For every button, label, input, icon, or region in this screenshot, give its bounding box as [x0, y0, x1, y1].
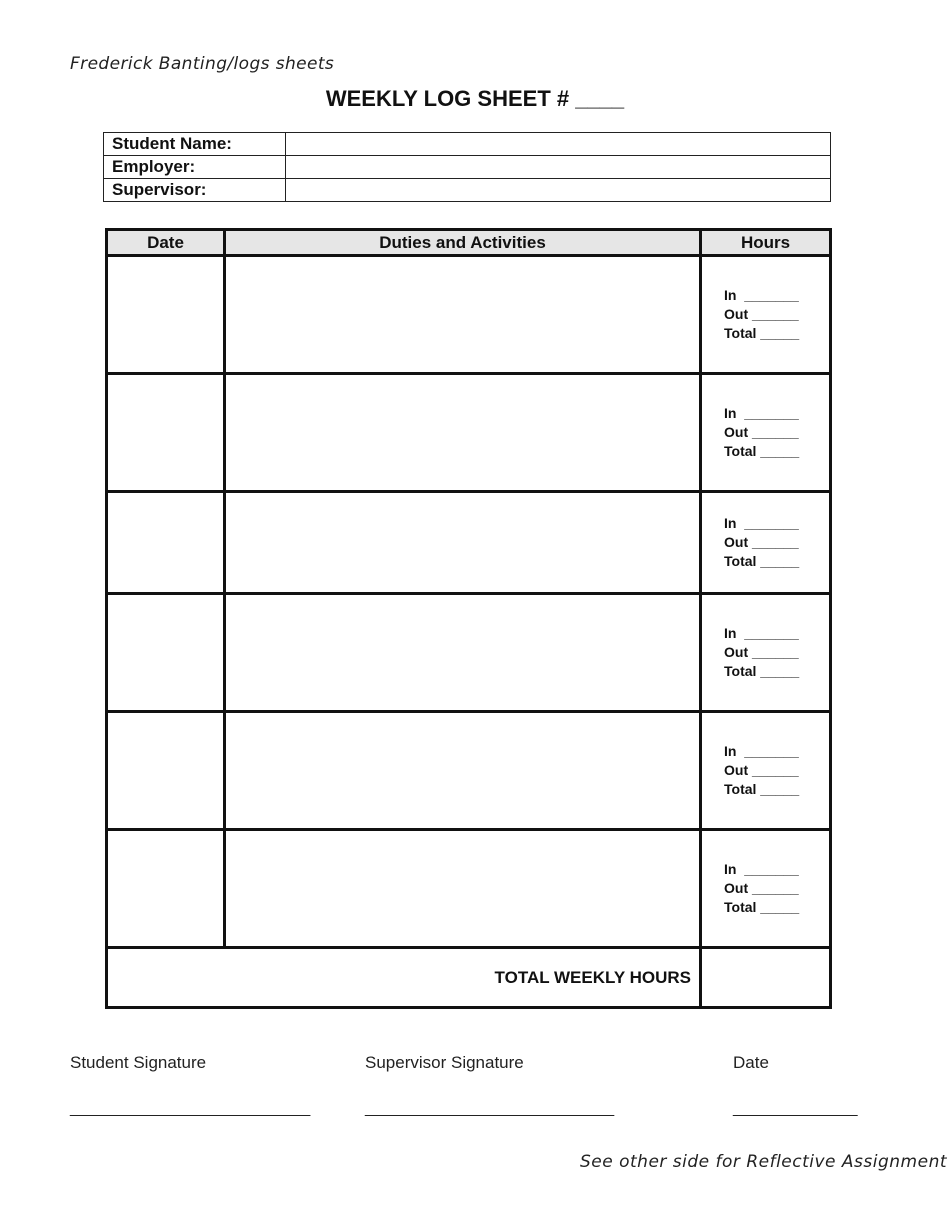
- duties-column-header: Duties and Activities: [225, 230, 701, 256]
- date-line[interactable]: ______________: [733, 1100, 858, 1117]
- date-cell[interactable]: [107, 256, 225, 374]
- student-name-row: [104, 133, 831, 156]
- student-signature-label: Student Signature: [70, 1053, 207, 1072]
- hours-cell[interactable]: [701, 492, 831, 594]
- hours-cell[interactable]: [701, 594, 831, 712]
- log-row: [107, 256, 831, 374]
- hours-total: Total _____: [724, 899, 800, 915]
- supervisor-signature-label: Supervisor Signature: [365, 1053, 524, 1072]
- date-cell[interactable]: [107, 712, 225, 830]
- hours-in: In _______: [724, 405, 799, 421]
- hours-total: Total _____: [724, 443, 800, 459]
- duties-cell[interactable]: [225, 712, 701, 830]
- student-signature-line[interactable]: ___________________________: [70, 1100, 311, 1117]
- page-title: WEEKLY LOG SHEET # ____: [325, 86, 625, 111]
- employer-label: Employer:: [104, 156, 286, 179]
- date-cell[interactable]: [107, 374, 225, 492]
- log-header-row: [107, 230, 831, 256]
- log-row: [107, 712, 831, 830]
- log-row: [107, 594, 831, 712]
- hours-out: Out ______: [724, 534, 799, 550]
- hours-in: In _______: [724, 743, 799, 759]
- hours-out: Out ______: [724, 424, 799, 440]
- hours-cell[interactable]: [701, 374, 831, 492]
- info-table: [103, 132, 831, 202]
- hours-in: In _______: [724, 515, 799, 531]
- date-label: Date: [733, 1053, 769, 1072]
- hours-out: Out ______: [724, 880, 799, 896]
- supervisor-field[interactable]: [286, 179, 831, 202]
- supervisor-label: Supervisor:: [104, 179, 286, 202]
- hours-out: Out ______: [724, 762, 799, 778]
- date-cell[interactable]: [107, 594, 225, 712]
- duties-cell[interactable]: [225, 830, 701, 948]
- hours-total: Total _____: [724, 663, 800, 679]
- supervisor-signature-line[interactable]: ____________________________: [365, 1100, 615, 1117]
- hours-total: Total _____: [724, 781, 800, 797]
- date-column-header: Date: [107, 230, 225, 256]
- student-name-label: Student Name:: [104, 133, 286, 156]
- hours-column-header: Hours: [701, 230, 831, 256]
- hours-cell[interactable]: [701, 830, 831, 948]
- employer-row: [104, 156, 831, 179]
- log-row: [107, 830, 831, 948]
- duties-cell[interactable]: [225, 374, 701, 492]
- hours-in: In _______: [724, 625, 799, 641]
- log-row: [107, 374, 831, 492]
- duties-cell[interactable]: [225, 256, 701, 374]
- total-weekly-hours-label: TOTAL WEEKLY HOURS: [107, 948, 701, 1008]
- hours-total: Total _____: [724, 553, 800, 569]
- duties-cell[interactable]: [225, 492, 701, 594]
- hours-out: Out ______: [724, 644, 799, 660]
- employer-field[interactable]: [286, 156, 831, 179]
- hours-in: In _______: [724, 287, 799, 303]
- duties-cell[interactable]: [225, 594, 701, 712]
- header-note: Frederick Banting/logs sheets: [70, 54, 335, 74]
- footer-note: See other side for Reflective Assignment: [580, 1152, 948, 1172]
- hours-total: Total _____: [724, 325, 800, 341]
- hours-out: Out ______: [724, 306, 799, 322]
- hours-cell[interactable]: [701, 256, 831, 374]
- log-row: [107, 492, 831, 594]
- total-weekly-hours-field[interactable]: [701, 948, 831, 1008]
- total-row: [107, 948, 831, 1008]
- log-table: [105, 228, 832, 1009]
- hours-in: In _______: [724, 861, 799, 877]
- student-name-field[interactable]: [286, 133, 831, 156]
- hours-cell[interactable]: [701, 712, 831, 830]
- date-cell[interactable]: [107, 830, 225, 948]
- date-cell[interactable]: [107, 492, 225, 594]
- supervisor-row: [104, 179, 831, 202]
